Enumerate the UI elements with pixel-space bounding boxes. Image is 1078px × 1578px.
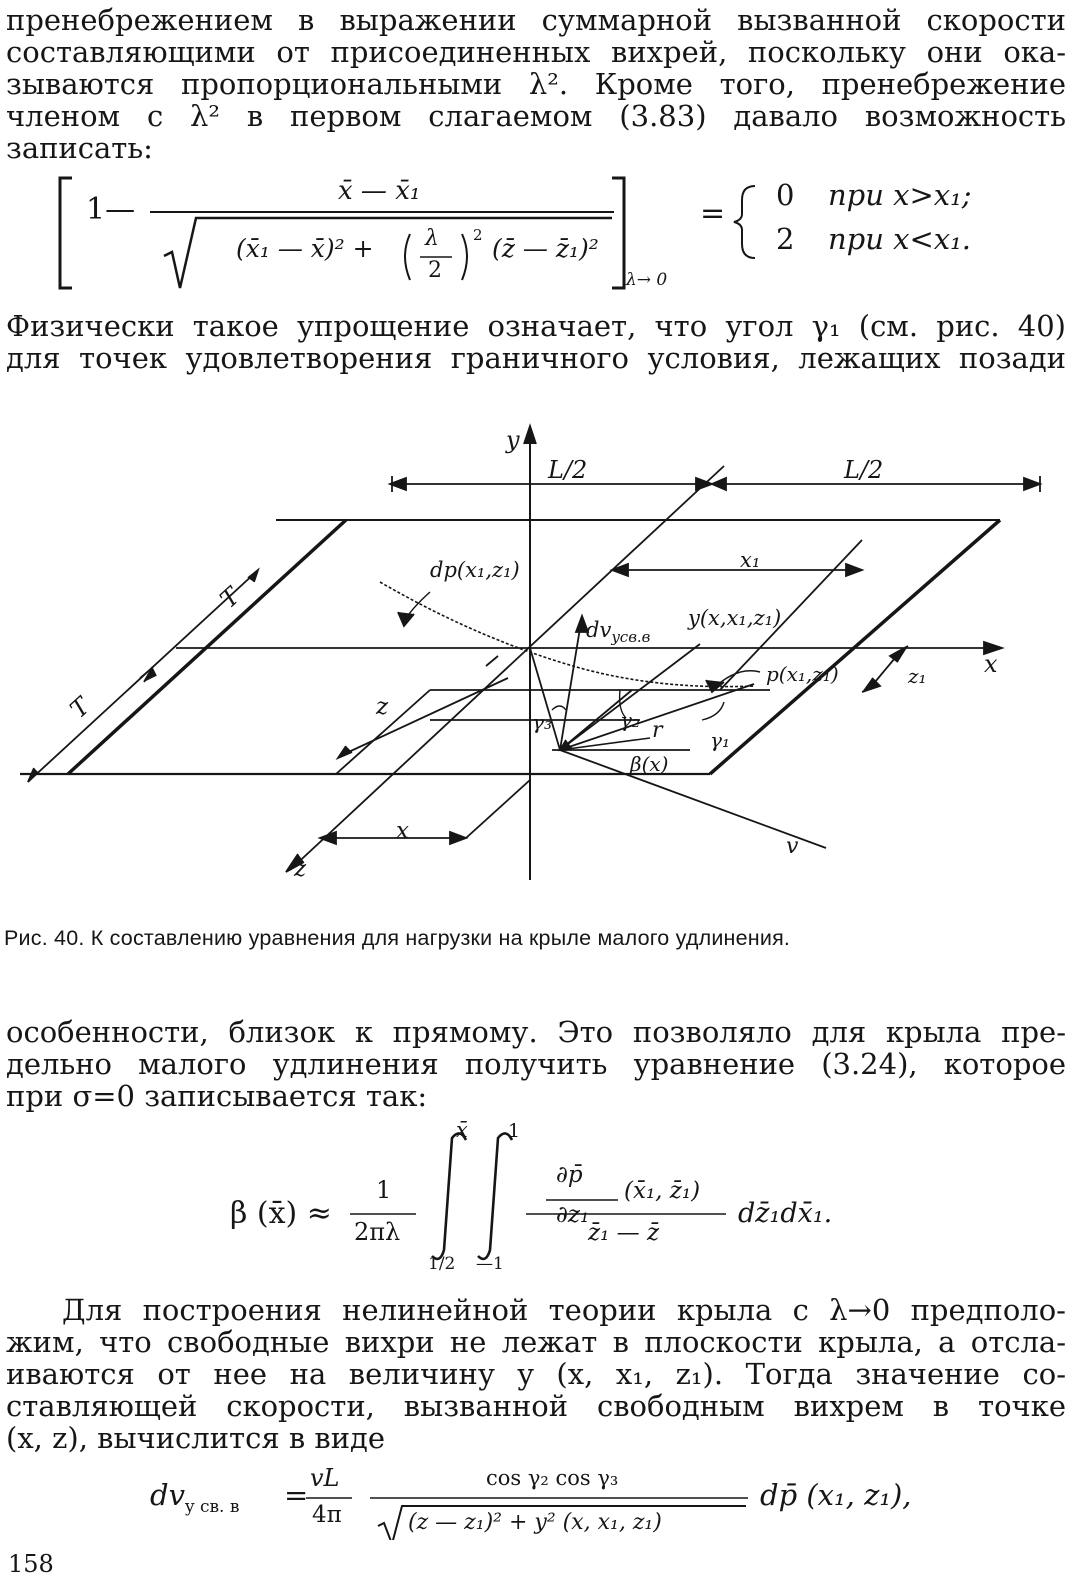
fig-label-dv-sub: yсв.в xyxy=(611,628,651,647)
fig-label-zdim: z xyxy=(376,694,389,720)
fig-label-dv-main: dv xyxy=(586,618,612,642)
eq3-lhs xyxy=(150,1478,239,1517)
fig-label-yfun: y(x,x₁,z₁) xyxy=(688,606,782,630)
page-number: 158 xyxy=(8,1550,54,1578)
eq1-case2-condition: при x<x₁. xyxy=(828,222,971,256)
eq3-coef-den: 4π xyxy=(312,1502,342,1528)
paragraph-1 xyxy=(6,4,1066,164)
text-line: для точек удовлетворения граничного условия, лежащих позади xyxy=(6,341,1066,375)
eq3-lhs-sub: y св. в xyxy=(184,1496,240,1517)
equation-beta xyxy=(0,1118,1078,1278)
eq3-frac-num: cos γ₂ cos γ₃ xyxy=(486,1466,619,1490)
text-line: пренебрежением в выражении суммарной вызванной скорости xyxy=(6,3,1066,37)
fig-label-p: p(x₁,z₁) xyxy=(766,662,839,686)
eq1-square: 2 xyxy=(473,226,483,244)
fig-label-T-upper: T xyxy=(214,582,246,614)
eq2-int1-upper: x̄ xyxy=(456,1118,468,1142)
fig-label-y: y xyxy=(506,426,520,454)
text-line: при σ=0 записывается так: xyxy=(6,1079,428,1113)
fig-label-r: r xyxy=(652,718,663,743)
figure-40-wing-diagram xyxy=(0,420,1078,900)
fig-label-v: v xyxy=(786,834,799,859)
text-line: записать: xyxy=(6,131,153,165)
eq2-inner-num: ∂p̄ xyxy=(556,1162,583,1188)
eq3-tail: dp̄ (x₁, z₁), xyxy=(760,1478,912,1512)
eq3-equals: = xyxy=(284,1478,309,1512)
eq2-coef-den: 2πλ xyxy=(354,1218,401,1246)
text-line: иваются от нее на величину y (x, x₁, z₁). Тогда значение со- xyxy=(6,1357,1066,1391)
eq1-case1-value: 0 xyxy=(776,178,795,212)
eq2-coef-num: 1 xyxy=(376,1176,392,1204)
fig-label-x-axis: x xyxy=(984,650,998,678)
eq2-inner-den: ∂z₁ xyxy=(556,1202,590,1228)
eq1-one: 1— xyxy=(86,192,136,227)
integral-signs xyxy=(0,1118,1078,1278)
text-line: Физически такое упрощение означает, что угол γ₁ (см. рис. 40) xyxy=(6,309,1066,343)
eq2-frac-den: z̄₁ — z̄ xyxy=(588,1220,660,1246)
eq1-numerator: x̄ — x̄₁ xyxy=(338,176,421,206)
paragraph-2 xyxy=(6,310,1066,374)
paragraph-4 xyxy=(6,1294,1066,1454)
eq2-int2-lower: —1 xyxy=(476,1254,504,1274)
eq2-tail: dz̄₁dx̄₁. xyxy=(738,1198,833,1229)
text-line: зываются пропорциональными λ². Кроме того, пренебрежение xyxy=(6,67,1066,101)
eq1-two: 2 xyxy=(428,258,442,283)
fig-label-dp: dp(x₁,z₁) xyxy=(430,558,520,582)
fig-label-xdim: x xyxy=(396,818,409,844)
text-line: особенности, близок к прямому. Это позволяло для крыла пре- xyxy=(6,1015,1066,1049)
eq2-int2-upper: 1 xyxy=(508,1120,521,1142)
fig-label-z-axis: z xyxy=(294,856,307,882)
fig-label-x1: x₁ xyxy=(740,548,761,572)
fig-label-gamma2: γ₂ xyxy=(620,708,640,732)
fig-label-dv xyxy=(586,618,650,646)
fig-label-L2-right: L/2 xyxy=(844,456,884,484)
text-line: (x, z), вычислится в виде xyxy=(6,1421,386,1455)
text-line: составляющими от присоединенных вихрей, поскольку они ока- xyxy=(6,35,1066,69)
eq1-case1-condition: при x>x₁; xyxy=(828,178,972,212)
text-line: Для построения нелинейной теории крыла с λ→0 предполо- xyxy=(62,1293,1066,1327)
eq2-lhs: β (x̄) ≈ xyxy=(230,1196,332,1231)
eq1-equals: = xyxy=(700,196,726,231)
fig-label-T-lower: T xyxy=(64,692,96,724)
text-line: ставляющей скорости, вызванной свободным вихрем в точке xyxy=(6,1389,1066,1423)
equation-dv xyxy=(0,1460,1078,1540)
fig-label-beta: β(x) xyxy=(630,752,669,776)
fig-label-L2-left: L/2 xyxy=(548,456,588,484)
fig-label-gamma3: γ₃ xyxy=(532,710,552,734)
eq1-limit: λ→ 0 xyxy=(626,270,668,290)
eq1-lambda: λ xyxy=(425,226,439,251)
eq3-coef-num: vL xyxy=(310,1464,340,1492)
text-line: жим, что свободные вихри не лежат в плоскости крыла, а отсла- xyxy=(6,1325,1066,1359)
text-line: дельно малого удлинения получить уравнение (3.24), которое xyxy=(6,1047,1066,1081)
fig-label-z1: z₁ xyxy=(908,664,927,688)
eq2-inner-args: (x̄₁, z̄₁) xyxy=(624,1178,701,1204)
eq2-int1-lower: 1/2 xyxy=(428,1254,456,1274)
equation-limit xyxy=(0,170,1078,300)
eq1-case2-value: 2 xyxy=(776,222,795,256)
eq1-denominator-a: (x̄₁ — x̄)² + xyxy=(236,234,374,263)
figure-caption: Рис. 40. К составлению уравнения для нагрузки на крыле малого удлинения. xyxy=(4,926,791,950)
fig-label-gamma1: γ₁ xyxy=(710,728,730,752)
eq1-denominator-b: (z̄ — z̄₁)² xyxy=(492,234,599,263)
eq3-frac-den: (z — z₁)² + y² (x, x₁, z₁) xyxy=(408,1510,662,1535)
paragraph-3 xyxy=(6,1016,1066,1112)
eq3-lhs-main: dv xyxy=(150,1478,185,1512)
text-line: членом с λ² в первом слагаемом (3.83) давало возможность xyxy=(6,99,1066,133)
